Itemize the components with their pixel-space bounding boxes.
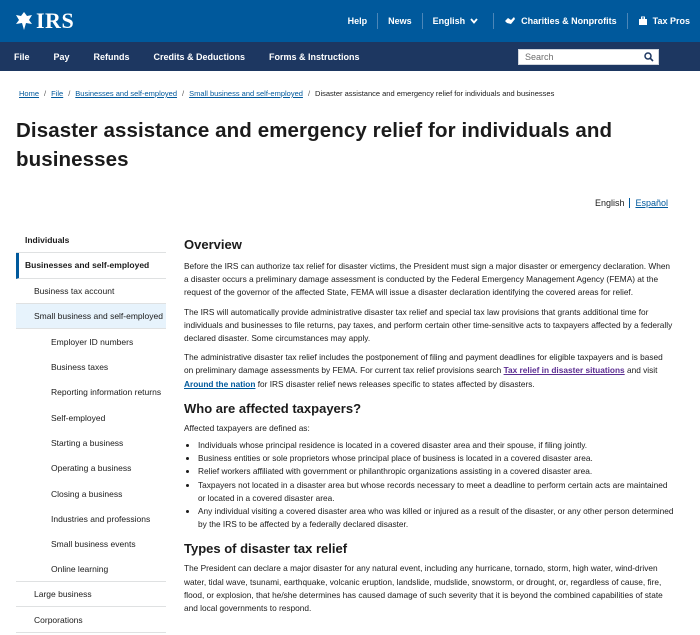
help-label: Help bbox=[347, 16, 368, 26]
breadcrumb-separator: / bbox=[44, 89, 47, 98]
nav-file[interactable]: File bbox=[14, 51, 30, 62]
handshake-icon bbox=[504, 16, 516, 26]
list-item: • Relief workers affiliated with government or philanthropic organizations assisting in a covered disaster area. bbox=[198, 465, 674, 478]
overview-p3-text-b: and visit bbox=[624, 365, 658, 376]
breadcrumb-home[interactable]: Home bbox=[19, 89, 40, 98]
tax-relief-link[interactable]: Tax relief in disaster situations bbox=[503, 365, 625, 376]
breadcrumb-file[interactable]: File bbox=[51, 89, 64, 98]
sidebar-item-industries[interactable]: Industries and professions bbox=[51, 513, 151, 524]
help-link[interactable] bbox=[338, 13, 378, 29]
overview-paragraph-1: Before the IRS can authorize tax relief for disaster victims, the President must sign a major disaster or emergency declaration. When a disaster occurs a preliminary damage assessment is conducted by the Federal Emergency Management Agency (FEMA) at the request of the governor of the affected State, FEMA will issue a disaster declaration identifying the covered areas for relief. bbox=[184, 261, 671, 298]
around-the-nation-link[interactable]: Around the nation bbox=[184, 378, 256, 389]
sidebar-item-employer-id[interactable]: Employer ID numbers bbox=[51, 336, 134, 347]
nav-refunds[interactable]: Refunds bbox=[93, 51, 130, 62]
sidebar-item-reporting-info[interactable]: Reporting information returns bbox=[51, 387, 162, 398]
language-espanol-link[interactable]: Español bbox=[629, 198, 668, 208]
types-paragraph-1: The President can declare a major disaster for any natural event, including any hurricane, tornado, storm, high water, wind-driven water, tidal wave, tsunami, earthquake, volcanic eruption, landslide, mudslide, snowstorm, or drought, or, regardless of cause, fire, flood, or explosion, that he/she determines has caused damage of such severity that it is beyond the combined capabilities of state and local governments to respond. bbox=[184, 563, 663, 614]
breadcrumb-separator: / bbox=[68, 89, 71, 98]
breadcrumb bbox=[19, 89, 554, 98]
list-item: • Taxpayers not located in a disaster area but whose records necessary to meet a deadline to perform certain acts are maintained or located in a covered disaster area. bbox=[198, 479, 674, 505]
search-box bbox=[518, 49, 659, 65]
sidebar-item-large-business[interactable]: Large business bbox=[16, 582, 166, 607]
charities-label: Charities & Nonprofits bbox=[521, 16, 617, 26]
search-input[interactable] bbox=[525, 52, 640, 62]
news-label: News bbox=[388, 16, 412, 26]
tax-pros-label: Tax Pros bbox=[652, 16, 690, 26]
briefcase-icon bbox=[638, 16, 648, 26]
types-heading: Types of disaster tax relief bbox=[184, 541, 348, 557]
sidebar-item-operating[interactable]: Operating a business bbox=[51, 463, 132, 474]
overview-p3-text-a: The administrative disaster tax relief includes the postponement of filing and payment deadlines for eligible taxpayers and is based on preliminary damage assessments by FEMA. For current tax relief provisions search bbox=[184, 352, 663, 376]
utility-header bbox=[0, 0, 700, 42]
affected-intro: Affected taxpayers are defined as: bbox=[184, 422, 310, 433]
list-item: • Any individual visiting a covered disaster area who was killed or injured as a result of the disaster, or any other person determined by the IRS to be affected by a federally declared disaster. bbox=[198, 505, 674, 531]
language-switcher bbox=[595, 198, 668, 208]
affected-list bbox=[184, 439, 674, 531]
affected-taxpayers-heading: Who are affected taxpayers? bbox=[184, 400, 362, 416]
breadcrumb-small-business[interactable]: Small business and self-employed bbox=[189, 89, 303, 98]
breadcrumb-current: Disaster assistance and emergency relief for individuals and businesses bbox=[315, 89, 555, 98]
utility-nav bbox=[338, 0, 700, 42]
page-title: Disaster assistance and emergency relief for individuals and businesses bbox=[16, 119, 613, 171]
list-item: • Individuals whose principal residence is located in a covered disaster area and their spouse, if filing jointly. bbox=[198, 439, 674, 452]
list-item: • Business entities or sole proprietors whose principal place of business is located in a covered disaster area. bbox=[198, 452, 674, 465]
language-current: English bbox=[594, 198, 625, 208]
language-label: English bbox=[432, 16, 466, 26]
sidebar-item-business-tax-account[interactable]: Business tax account bbox=[16, 279, 166, 304]
overview-paragraph-2: The IRS will automatically provide administrative disaster tax relief and special tax law provisions that grants additional time for individuals and businesses to file returns, pay taxes, and perform certain other time-sensitive acts to taxpayers affected by a federally declared disaster. Some circumstances may apply. bbox=[184, 306, 673, 344]
sidebar-item-corporations[interactable]: Corporations bbox=[16, 607, 166, 632]
search-icon[interactable] bbox=[644, 52, 654, 62]
charities-link[interactable] bbox=[493, 13, 627, 29]
breadcrumb-businesses[interactable]: Businesses and self-employed bbox=[75, 89, 178, 98]
overview-paragraph-3 bbox=[184, 351, 674, 391]
sidebar-item-business-taxes[interactable]: Business taxes bbox=[51, 362, 109, 373]
breadcrumb-separator: / bbox=[307, 89, 311, 98]
main-content bbox=[184, 236, 674, 615]
sidebar-item-small-business[interactable]: Small business and self-employed bbox=[16, 304, 166, 329]
sidebar-item-individuals[interactable]: Individuals bbox=[16, 228, 166, 253]
eagle-logo-icon bbox=[14, 10, 34, 32]
sidebar-item-self-employed[interactable]: Self-employed bbox=[51, 412, 106, 423]
nav-forms-instructions[interactable]: Forms & Instructions bbox=[269, 51, 360, 62]
sidebar-item-businesses[interactable]: Businesses and self-employed bbox=[16, 253, 166, 278]
overview-p3-text-c: for IRS disaster relief news releases specific to states affected by disasters. bbox=[255, 378, 535, 389]
chevron-down-icon bbox=[470, 18, 478, 24]
language-dropdown[interactable] bbox=[422, 13, 494, 29]
breadcrumb-separator: / bbox=[182, 89, 185, 98]
sidebar-item-online-learning[interactable]: Online learning bbox=[16, 557, 166, 582]
sidebar-item-events[interactable]: Small business events bbox=[51, 539, 136, 550]
news-link[interactable] bbox=[377, 13, 422, 29]
sidebar-item-starting[interactable]: Starting a business bbox=[51, 438, 124, 449]
tax-pros-link[interactable] bbox=[627, 13, 700, 29]
irs-logo[interactable] bbox=[14, 9, 74, 33]
nav-pay[interactable]: Pay bbox=[53, 51, 70, 62]
sidebar-nav bbox=[16, 228, 166, 633]
nav-credits-deductions[interactable]: Credits & Deductions bbox=[153, 51, 246, 62]
overview-heading: Overview bbox=[184, 237, 242, 252]
logo-text: IRS bbox=[36, 8, 75, 33]
sidebar-item-closing[interactable]: Closing a business bbox=[51, 488, 123, 499]
